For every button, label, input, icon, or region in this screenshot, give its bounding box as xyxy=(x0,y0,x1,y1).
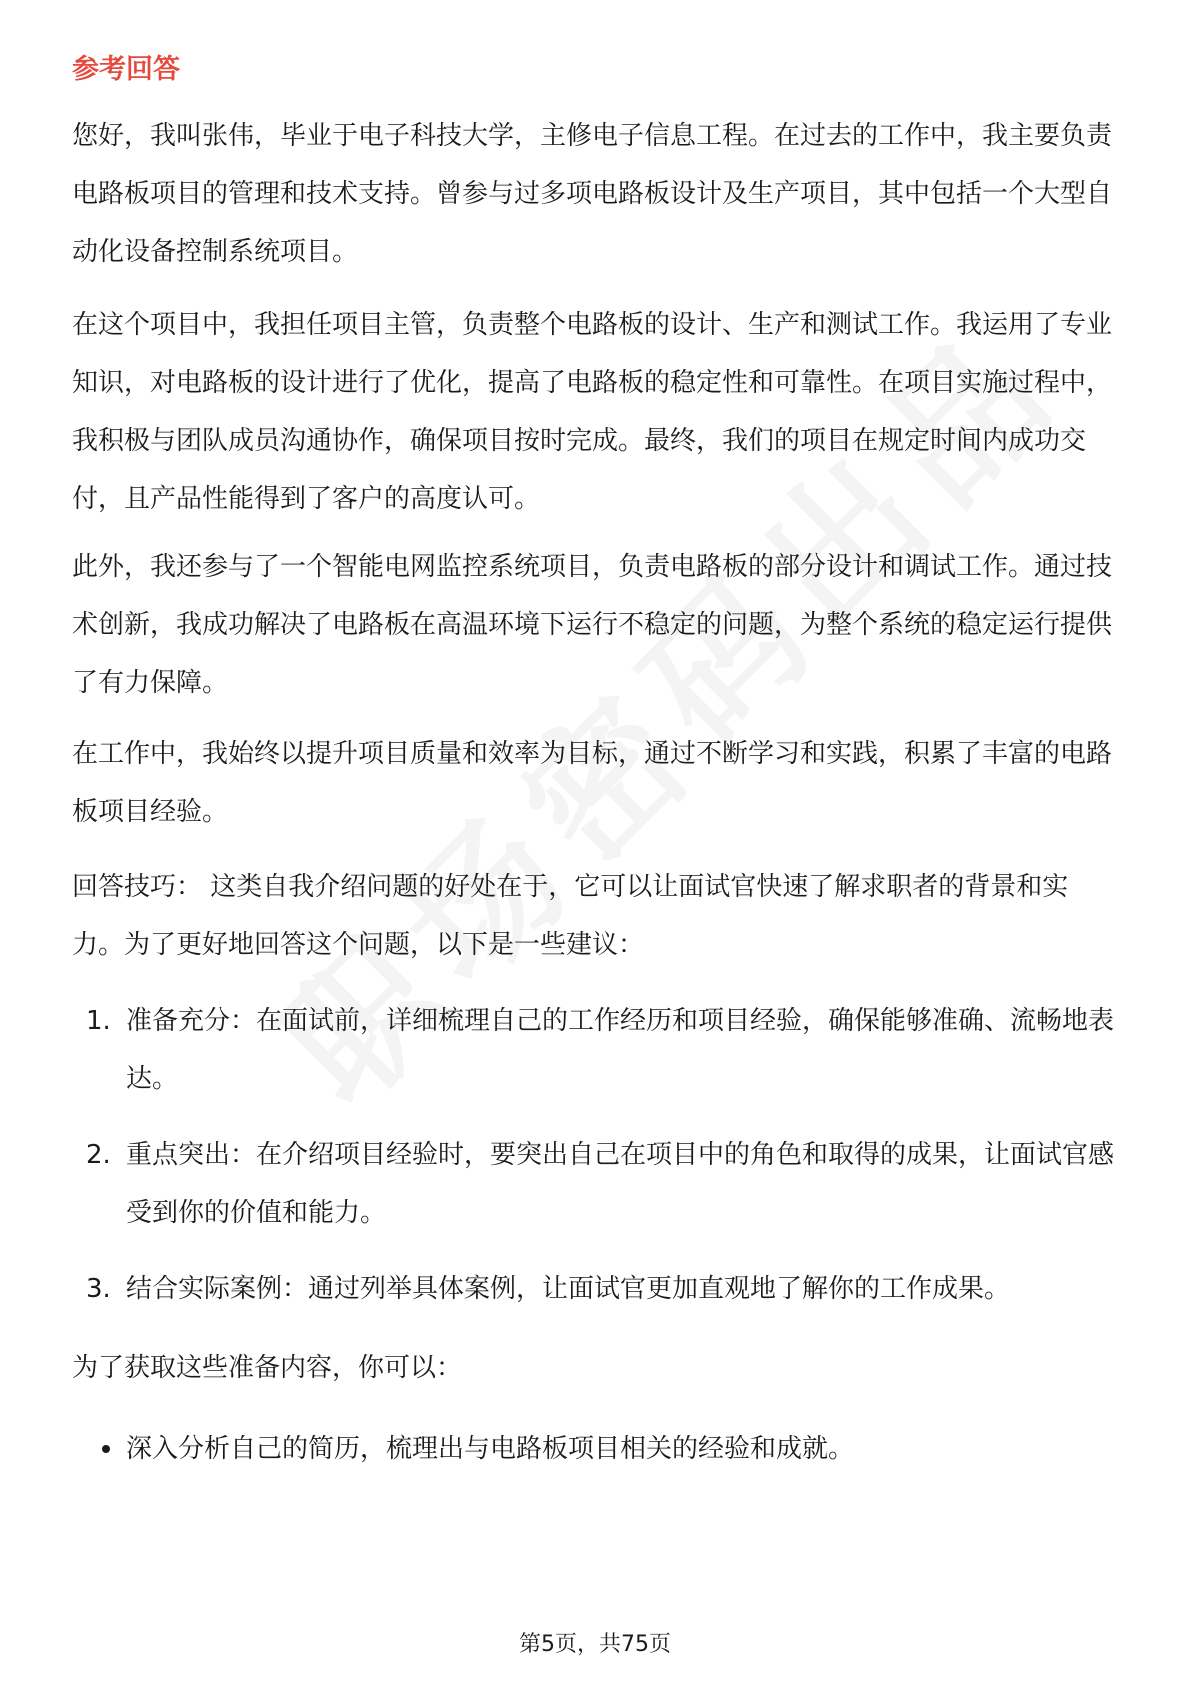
list-text: 准备充分：在面试前，详细梳理自己的工作经历和项目经验，确保能够准确、流畅地表达。 xyxy=(126,1006,1115,1094)
bullet-item xyxy=(72,1420,1120,1478)
paragraph-tips: 回答技巧： 这类自我介绍问题的好处在于，它可以让面试官快速了解求职者的背景和实力。为了更好地回答这个问题，以下是一些建议： xyxy=(72,872,1069,960)
list-number: 3. xyxy=(86,1274,111,1304)
paragraph-intro: 您好，我叫张伟，毕业于电子科技大学，主修电子信息工程。在过去的工作中，我主要负责电路板项目的管理和技术支持。曾参与过多项电路板设计及生产项目，其中包括一个大型自动化设备控制系统项目。 xyxy=(72,121,1113,267)
list-text: 结合实际案例：通过列举具体案例，让面试官更加直观地了解你的工作成果。 xyxy=(126,1274,1011,1304)
paragraph-project-lead: 在这个项目中，我担任项目主管，负责整个电路板的设计、生产和测试工作。我运用了专业知识，对电路板的设计进行了优化，提高了电路板的稳定性和可靠性。在项目实施过程中，我积极与团队成员沟通协作，确保项目按时完成。最终，我们的项目在规定时间内成功交付，且产品性能得到了客户的高度认可。 xyxy=(72,310,1113,514)
list-item xyxy=(72,1126,1120,1242)
page-number-footer: 第5页，共75页 xyxy=(519,1632,671,1657)
paragraph-smart-grid: 此外，我还参与了一个智能电网监控系统项目，负责电路板的部分设计和调试工作。通过技术创新，我成功解决了电路板在高温环境下运行不稳定的问题，为整个系统的稳定运行提供了有力保障。 xyxy=(72,552,1113,698)
paragraph-summary: 在工作中，我始终以提升项目质量和效率为目标，通过不断学习和实践，积累了丰富的电路板项目经验。 xyxy=(72,739,1113,827)
bullet-dot-icon xyxy=(102,1445,110,1453)
list-text: 重点突出：在介绍项目经验时，要突出自己在项目中的角色和取得的成果，让面试官感受到你的价值和能力。 xyxy=(126,1140,1115,1228)
list-number: 2. xyxy=(86,1140,111,1170)
list-item xyxy=(72,992,1120,1108)
bullet-text: 深入分析自己的简历，梳理出与电路板项目相关的经验和成就。 xyxy=(126,1434,855,1464)
section-heading: 参考回答 xyxy=(72,54,180,85)
list-number: 1. xyxy=(86,1006,111,1036)
paragraph-prepare: 为了获取这些准备内容，你可以： xyxy=(72,1353,463,1383)
list-item xyxy=(72,1260,1120,1318)
